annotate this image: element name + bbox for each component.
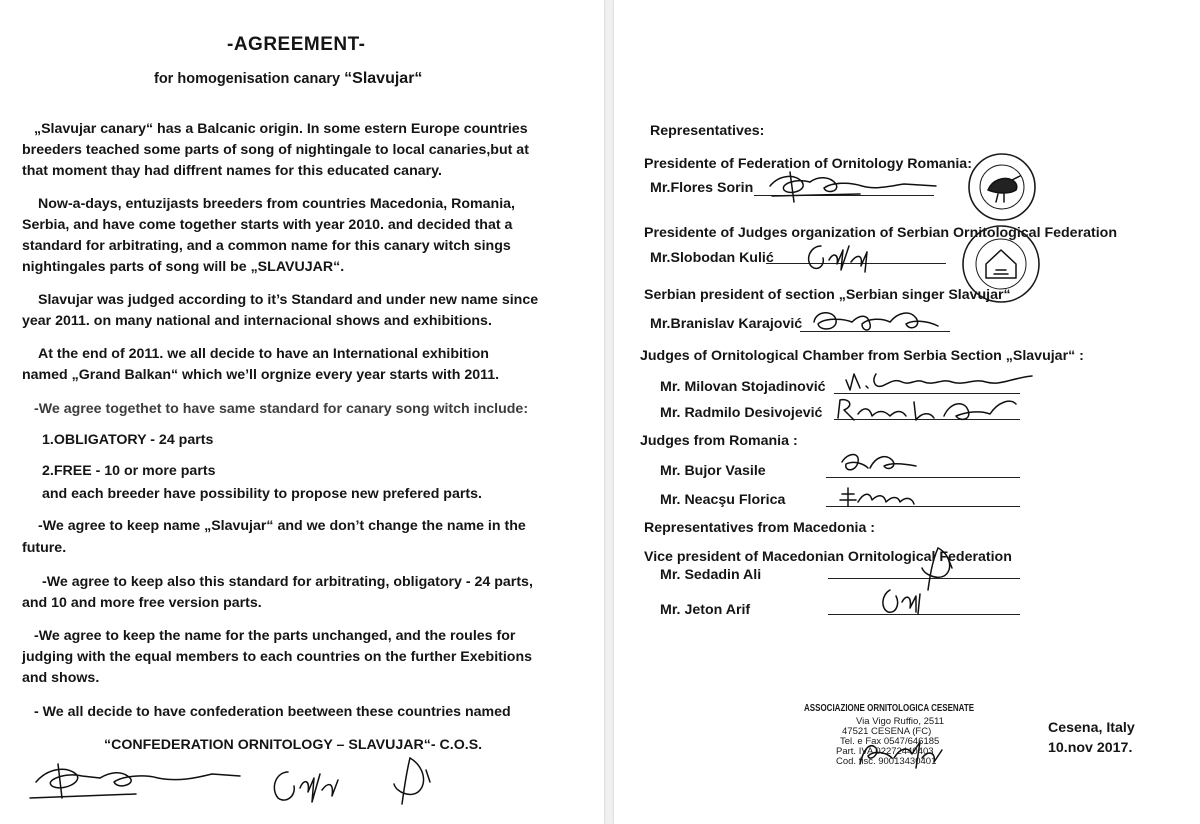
signature-stamp <box>850 734 960 774</box>
name-flores-sorin: Mr.Flores Sorin <box>650 180 754 196</box>
name-radmilo-desivojevic: Mr. Radmilo Desivojević <box>660 405 823 421</box>
paragraph-breeders-line-2: Serbia, and have come together starts with year 2010. and decided that a <box>22 217 513 233</box>
signature-slobodan-kulic-left <box>262 758 362 808</box>
item-free-note: and each breeder have possibility to propose new prefered parts. <box>42 486 482 502</box>
agree-standard-line-2: and 10 and more free version parts. <box>22 595 262 611</box>
agree-name-line-2: future. <box>22 540 67 556</box>
stamp-phone: Tel. e Fax 0547/646185 <box>840 736 940 747</box>
name-branislav-karajovic: Mr.Branislav Karajović <box>650 316 803 332</box>
stamp-title: ASSOCIAZIONE ORNITOLOGICA CESENATE <box>804 703 975 714</box>
name-neacsu-florica: Mr. Neacşu Florica <box>660 492 786 508</box>
subtitle-prefix: for homogenisation canary <box>154 71 345 87</box>
role-president-section-slavujar: Serbian president of section „Serbian singer Slavujar“ <box>644 287 1011 303</box>
signing-place: Cesena, Italy <box>1048 720 1135 736</box>
signature-flores-sorin <box>764 164 944 208</box>
paragraph-exhibition-line-1: At the end of 2011. we all decide to have an International exhibition <box>38 346 489 362</box>
signature-flores-sorin-left <box>18 752 248 810</box>
signature-branislav-karajovic-left <box>380 752 460 812</box>
signature-jeton-arif <box>876 584 946 620</box>
signature-slobodan-kulic <box>799 238 889 274</box>
signature-bujor-vasile <box>836 446 946 480</box>
name-milovan-stojadinovic: Mr. Milovan Stojadinović <box>660 379 826 395</box>
paragraph-breeders-line-1: Now-a-days, entuzijasts breeders from countries Macedonia, Romania, <box>38 196 515 212</box>
macedonia-heading: Representatives from Macedonia : <box>644 520 876 536</box>
name-sedadin-ali: Mr. Sedadin Ali <box>660 567 762 583</box>
stamp-romania-club-icon <box>964 152 1040 222</box>
signing-date: 10.nov 2017. <box>1048 740 1133 756</box>
role-vice-president-macedonia: Vice president of Macedonian Ornitological Federation <box>644 549 1012 565</box>
name-bujor-vasile: Mr. Bujor Vasile <box>660 463 766 479</box>
agree-standard-intro: -We agree togethet to have same standard for canary song witch include: <box>34 401 529 417</box>
judges-serbia-heading: Judges of Ornitological Chamber from Serbia Section „Slavujar“ : <box>640 348 1084 364</box>
stamp-fiscal-code: Cod. fisc. 90013430401 <box>836 756 937 767</box>
stamp-vat: Part. IVA 02272440403 <box>836 746 934 757</box>
agreement-page-right <box>614 0 1200 824</box>
agree-parts-line-1: -We agree to keep the name for the parts unchanged, and the roules for <box>34 628 516 644</box>
agree-name-line-1: -We agree to keep name „Slavujar“ and we don’t change the name in the <box>38 518 526 534</box>
agree-standard-line-1: -We agree to keep also this standard for arbitrating, obligatory - 24 parts, <box>42 574 533 590</box>
name-jeton-arif: Mr. Jeton Arif <box>660 602 751 618</box>
role-president-romania: Presidente of Federation of Ornitology Romania: <box>644 156 972 172</box>
stamp-city: 47521 CESENA (FC) <box>842 726 932 737</box>
agree-parts-line-3: and shows. <box>22 670 100 686</box>
signature-branislav-karajovic <box>806 304 946 338</box>
signature-radmilo-desivojevic <box>834 392 1024 428</box>
paragraph-breeders-line-3: standard for arbitrating, and a common name for this canary witch sings <box>22 238 511 254</box>
agree-parts-line-2: judging with the equal members to each countries on the further Exebitions <box>22 649 533 665</box>
confederation-line: - We all decide to have confederation beetween these countries named <box>34 704 511 720</box>
paragraph-exhibition-line-2: named „Grand Balkan“ which we’ll orgnize every year starts with 2011. <box>22 367 500 383</box>
confederation-name: “CONFEDERATION ORNITOLOGY – SLAVUJAR“- C.O.S. <box>104 737 483 753</box>
stamp-address: Via Vigo Ruffio, 2511 <box>856 716 945 727</box>
paragraph-judged-line-2: year 2011. on many national and internacional shows and exhibitions. <box>22 313 492 329</box>
subtitle-canary-name: “Slavujar“ <box>344 70 423 87</box>
representatives-heading: Representatives: <box>650 123 765 139</box>
item-free: 2.FREE - 10 or more parts <box>42 463 216 479</box>
document-subtitle <box>154 70 422 88</box>
paragraph-origin-line-1: „Slavujar canary“ has a Balcanic origin. In some estern Europe countries <box>34 121 528 137</box>
role-president-judges-serbia: Presidente of Judges organization of Serbian Ornitological Federation <box>644 225 1117 241</box>
paragraph-origin-line-3: that moment thay had diffrent names for this educated canary. <box>22 163 442 179</box>
name-slobodan-kulic: Mr.Slobodan Kulić <box>650 250 774 266</box>
paragraph-breeders-line-4: nightingales parts of song will be „SLAVUJAR“. <box>22 259 345 275</box>
paragraph-origin-line-2: breeders teached some parts of song of nightingale to local canaries,but at <box>22 142 529 158</box>
document-title: -AGREEMENT- <box>227 34 366 55</box>
signature-neacsu-florica <box>836 484 946 512</box>
item-obligatory: 1.OBLIGATORY - 24 parts <box>42 432 214 448</box>
stamp-serbian-federation-icon <box>960 224 1042 304</box>
paragraph-judged-line-1: Slavujar was judged according to it’s Standard and under new name since <box>38 292 539 308</box>
judges-romania-heading: Judges from Romania : <box>640 433 798 449</box>
